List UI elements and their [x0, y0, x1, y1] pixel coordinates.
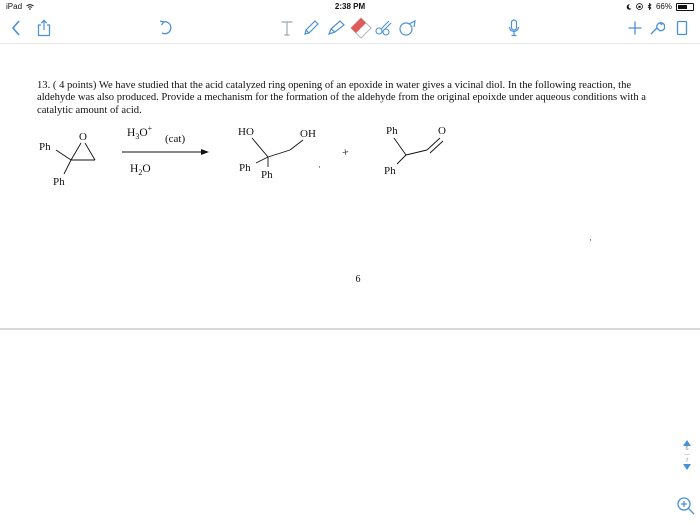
diol-structure [238, 126, 316, 181]
epoxide-ph-bottom: Ph [53, 176, 65, 188]
total-pages-indicator: 7 [685, 458, 689, 464]
aldehyde-oxygen: O [438, 125, 446, 137]
question-text: 13. ( 4 points) We have studied that the acid catalyzed ring opening of an epoxide in water gives a vicinal diol. In the following reaction, the aldehyde was also produced. Provide a mechanism for the formation of the aldehyde from the original epoixde under aqueous conditions with a catalytic amount of acid. [37, 80, 646, 116]
clock: 2:38 PM [334, 2, 366, 11]
stray-mark-2: · [589, 235, 592, 245]
diol-ph-right: Ph [261, 169, 273, 181]
current-page-indicator: 6 [685, 446, 689, 452]
zoom-in-icon [676, 496, 696, 516]
diol-ho: HO [238, 126, 254, 138]
stray-mark: · [318, 162, 321, 172]
aldehyde-structure [384, 125, 446, 177]
page-number: 6 [355, 274, 361, 285]
diol-oh: OH [300, 128, 316, 140]
battery-percent: 66% [655, 2, 672, 11]
pager-divider: — [684, 452, 690, 458]
page-down-icon[interactable] [683, 464, 691, 470]
zoom-button[interactable] [676, 496, 696, 516]
page-navigator[interactable] [680, 440, 694, 470]
reaction-arrow-group [122, 124, 209, 177]
plus-sign: + [341, 144, 350, 160]
reagent-catalytic: (cat) [165, 133, 186, 145]
reaction-arrowhead [201, 149, 209, 155]
page-separator [0, 328, 700, 330]
epoxide-oxygen: O [79, 131, 87, 143]
epoxide-structure [39, 131, 95, 188]
reagent-bottom: $H_2O$ [130, 163, 151, 177]
aldehyde-ph-bottom: Ph [384, 165, 396, 177]
epoxide-ph-top: Ph [39, 141, 51, 153]
diol-ph-left: Ph [239, 162, 251, 174]
aldehyde-ph-top: Ph [386, 125, 398, 137]
device-label: iPad [6, 2, 23, 11]
reagent-top: $H_3O^+$ [127, 124, 153, 141]
